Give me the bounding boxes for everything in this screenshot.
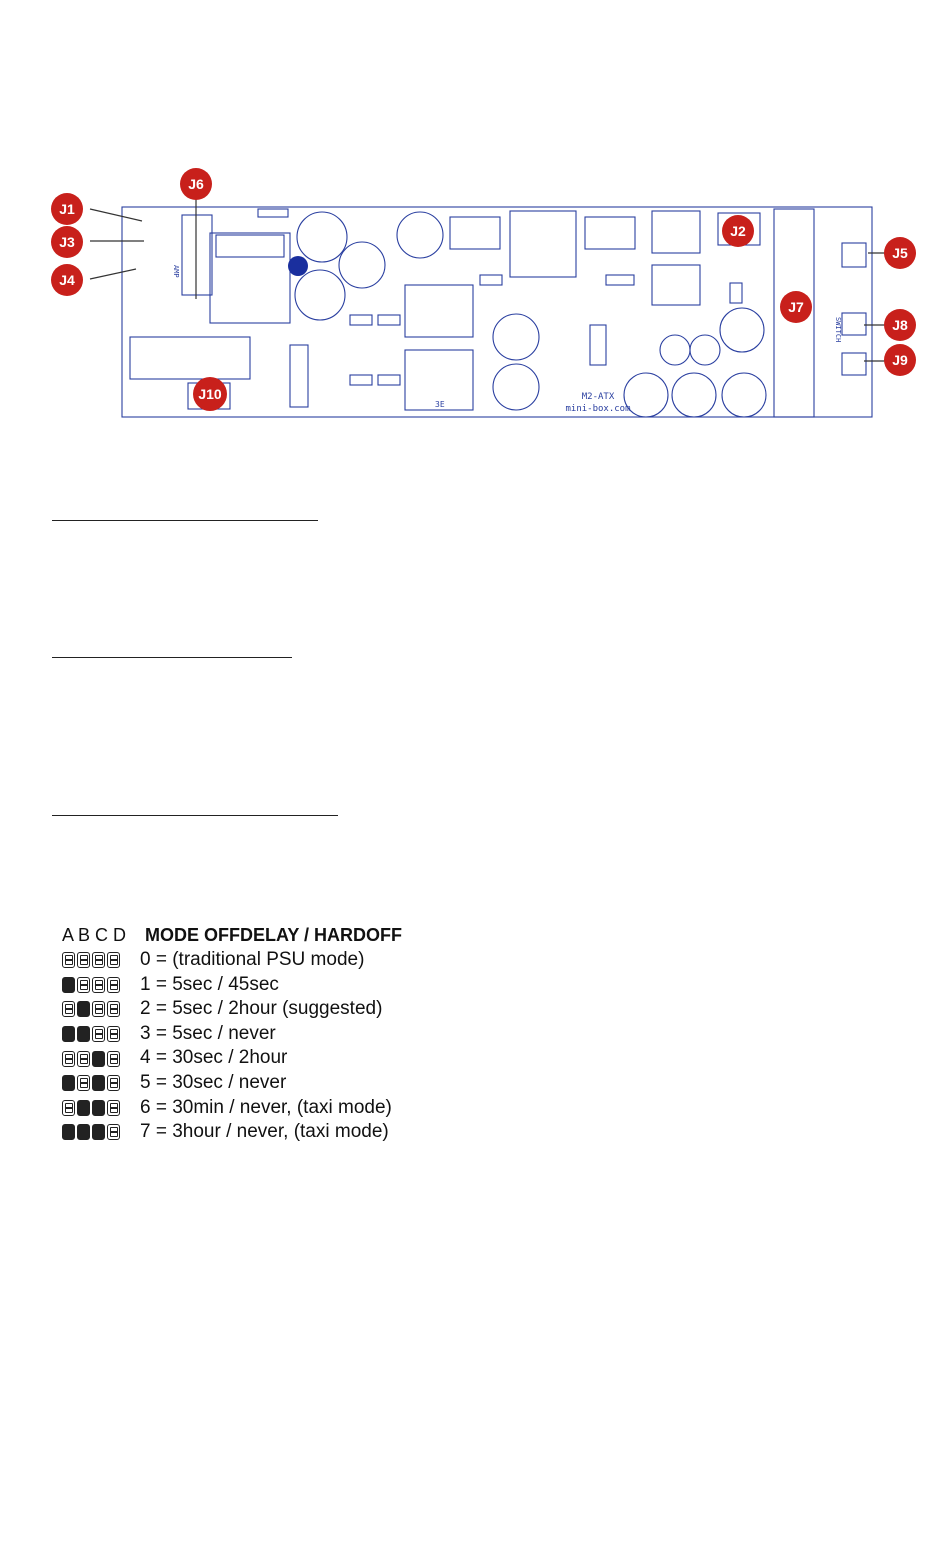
dip-switch-icons: [62, 952, 132, 968]
switch-off-icon: [77, 952, 90, 968]
switch-on-icon: [92, 1051, 105, 1067]
marker-j5: [884, 237, 916, 269]
modes-title: MODE OFFDELAY / HARDOFF: [145, 925, 403, 945]
marker-label: J7: [788, 299, 804, 315]
marker-j6: [180, 168, 212, 200]
switch-on-icon: [77, 1124, 90, 1140]
board-url-label: mini-box.com: [565, 404, 631, 414]
modes-table-header: [62, 922, 482, 948]
switch-off-icon: [92, 1001, 105, 1017]
switch-columns-header: A B C D: [62, 925, 127, 945]
switch-off-icon: [77, 1051, 90, 1067]
marker-label: J4: [59, 272, 75, 288]
marker-label: J1: [59, 201, 75, 217]
mode-description: 7 = 3hour / never, (taxi mode): [140, 1121, 389, 1143]
dip-switch-icons: [62, 1124, 132, 1140]
mode-row: [62, 1022, 482, 1047]
switch-on-icon: [62, 1075, 75, 1091]
switch-off-icon: [107, 952, 120, 968]
marker-label: J2: [730, 223, 746, 239]
mode-description: 3 = 5sec / never: [140, 1022, 276, 1044]
marker-label: J3: [59, 234, 75, 250]
dip-switch-icons: [62, 977, 132, 993]
marker-j8: [884, 309, 916, 341]
switch-on-icon: [92, 1100, 105, 1116]
marker-j10: [193, 377, 227, 411]
marker-label: J8: [892, 317, 908, 333]
switch-off-icon: [107, 1100, 120, 1116]
switch-on-icon: [77, 1026, 90, 1042]
mode-description: 2 = 5sec / 2hour (suggested): [140, 998, 383, 1020]
marker-j2: [722, 215, 754, 247]
mode-row: [62, 973, 482, 998]
pcb-diagram: [50, 165, 930, 425]
switch-on-icon: [77, 1001, 90, 1017]
marker-label: J9: [892, 352, 908, 368]
marker-j3: [51, 226, 83, 258]
mode-description: 5 = 30sec / never: [140, 1071, 287, 1093]
marker-label: J5: [892, 245, 908, 261]
switch-on-icon: [62, 1124, 75, 1140]
mode-row: [62, 1096, 482, 1121]
dip-switch-icons: [62, 1051, 132, 1067]
marker-label: J6: [188, 176, 204, 192]
switch-off-icon: [107, 1075, 120, 1091]
switch-off-icon: [62, 1100, 75, 1116]
marker-j9: [884, 344, 916, 376]
mode-description: 4 = 30sec / 2hour: [140, 1047, 288, 1069]
mode-rows: [62, 948, 482, 1145]
heading-underline-3: [52, 815, 338, 816]
switch-on-icon: [92, 1075, 105, 1091]
marker-j4: [51, 264, 83, 296]
switch-off-icon: [92, 1026, 105, 1042]
mode-row: [62, 1120, 482, 1145]
switch-off-icon: [107, 977, 120, 993]
switch-off-icon: [62, 1001, 75, 1017]
mode-description: 6 = 30min / never, (taxi mode): [140, 1096, 392, 1118]
mode-row: [62, 1071, 482, 1096]
board-model-label: M2-ATX: [581, 392, 615, 402]
switch-on-icon: [62, 1026, 75, 1042]
marker-label: J10: [198, 386, 222, 402]
dip-switch-icons: [62, 1100, 132, 1116]
board-3e-label: 3E: [435, 400, 445, 409]
switch-off-icon: [77, 977, 90, 993]
switch-on-icon: [92, 1124, 105, 1140]
switch-off-icon: [92, 977, 105, 993]
switch-off-icon: [107, 1026, 120, 1042]
mode-row: [62, 948, 482, 973]
mode-row: [62, 1046, 482, 1071]
marker-j7: [780, 291, 812, 323]
heading-underline-2: [52, 657, 292, 658]
dip-switch-modes-table: [62, 922, 482, 1145]
board-switch-label: SWITCH: [834, 317, 842, 343]
switch-off-icon: [107, 1001, 120, 1017]
switch-on-icon: [62, 977, 75, 993]
switch-off-icon: [62, 952, 75, 968]
marker-j1: [51, 193, 83, 225]
dip-switch-icons: [62, 1026, 132, 1042]
board-amp-label: AMP: [172, 265, 180, 278]
switch-off-icon: [107, 1051, 120, 1067]
mode-description: 0 = (traditional PSU mode): [140, 949, 365, 970]
mode-description: 1 = 5sec / 45sec: [140, 973, 279, 995]
switch-off-icon: [77, 1075, 90, 1091]
pcb-board-svg: [50, 165, 930, 425]
blue-cap-dot: [288, 256, 308, 276]
switch-off-icon: [92, 952, 105, 968]
switch-off-icon: [107, 1124, 120, 1140]
dip-switch-icons: [62, 1001, 132, 1017]
switch-off-icon: [62, 1051, 75, 1067]
mode-row: [62, 997, 482, 1022]
dip-switch-icons: [62, 1075, 132, 1091]
heading-underline-1: [52, 520, 318, 521]
switch-on-icon: [77, 1100, 90, 1116]
